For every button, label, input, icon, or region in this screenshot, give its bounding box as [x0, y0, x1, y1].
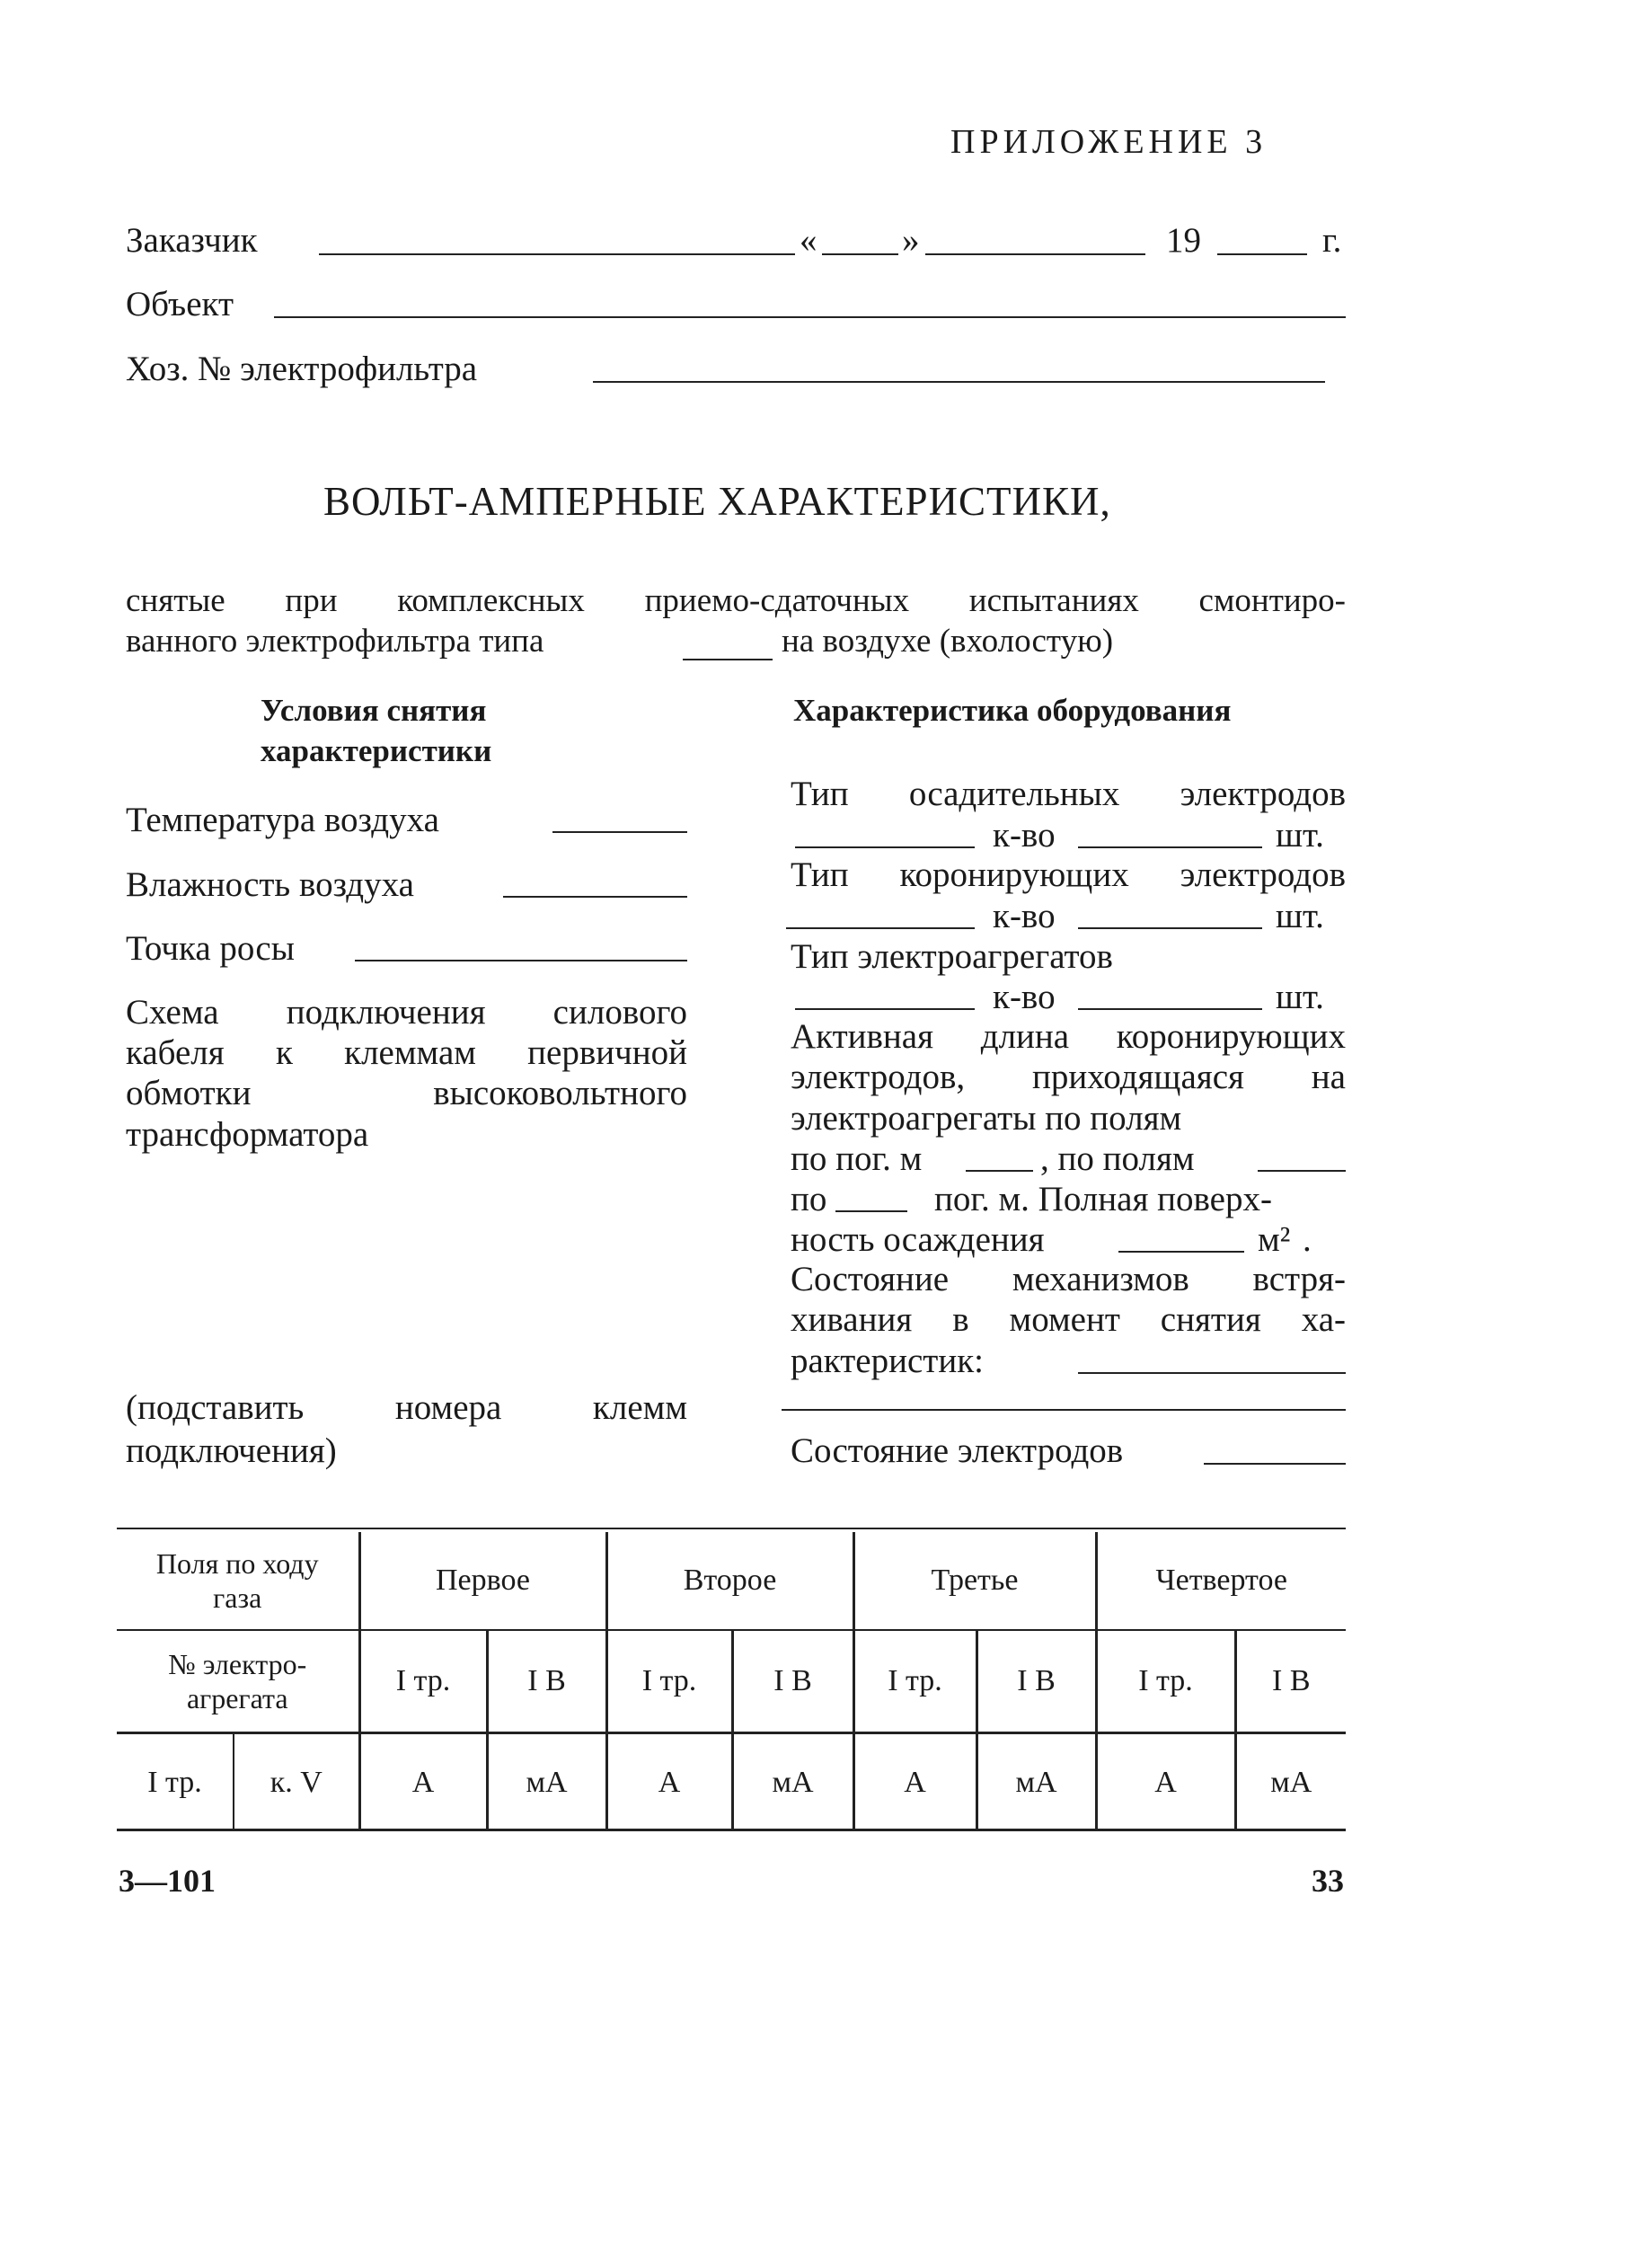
intro-line-2a: ванного электрофильтра типа: [126, 623, 544, 660]
terminals-note-2: подключения): [126, 1431, 337, 1470]
corona-electrodes-type: Тип коронирующих электродов: [791, 855, 1346, 894]
aggregate-label-cell: [117, 1630, 359, 1733]
shaking-state-blank-2: [782, 1409, 1346, 1411]
scheme-line-4: трансформатора: [126, 1115, 369, 1154]
table-top-border: [117, 1528, 1346, 1529]
table-cell: I В: [976, 1630, 1096, 1733]
collecting-electrodes-type: Тип осадительных электродов: [791, 775, 1346, 813]
year-prefix: 19: [1166, 221, 1201, 260]
by-fields-label: , по полям: [1040, 1139, 1195, 1178]
vac-table: [117, 1532, 1346, 1831]
aggregates-type: Тип электроагрегатов: [791, 937, 1113, 976]
scheme-line-3: обмотки высоковольтного: [126, 1074, 687, 1112]
table-cell: I тр.: [1096, 1630, 1235, 1733]
corona-type-blank: [786, 927, 975, 929]
table-cell: А: [853, 1733, 976, 1832]
corona-qty-label: к-во: [993, 897, 1056, 935]
shaking-state-blank-1: [1078, 1372, 1346, 1374]
page-number: 33: [1312, 1863, 1344, 1899]
filter-no-label: Хоз. № электрофильтра: [126, 350, 478, 388]
appendix-label: ПРИЛОЖЕНИЕ 3: [950, 123, 1268, 161]
surface-blank: [1118, 1251, 1244, 1253]
table-cell: мА: [732, 1733, 853, 1832]
corona-qty-blank: [1078, 927, 1262, 929]
table-cell: мА: [1235, 1733, 1346, 1832]
table-cell: I тр.: [359, 1630, 487, 1733]
year-suffix: г.: [1322, 221, 1342, 260]
table-cell: А: [359, 1733, 487, 1832]
surface-line-a: пог. м. Полная поверх-: [934, 1180, 1272, 1218]
table-cell: I В: [732, 1630, 853, 1733]
field-first: Первое: [359, 1532, 606, 1630]
table-cell: I В: [1235, 1630, 1346, 1733]
right-heading: Характеристика оборудования: [793, 693, 1232, 728]
per-meter-blank: [966, 1170, 1033, 1172]
quote-open: «: [800, 221, 817, 260]
per-meter-label: по пог. м: [791, 1139, 923, 1178]
active-length-line-1: Активная длина коронирующих: [791, 1017, 1346, 1056]
field-fourth: Четвертое: [1096, 1532, 1346, 1630]
collecting-qty-label: к-во: [993, 816, 1056, 855]
fields-label: Поля по ходу газа: [155, 1547, 319, 1614]
scheme-line-2: кабеля к клеммам первичной: [126, 1033, 687, 1072]
temperature-blank: [552, 831, 687, 833]
temperature-label: Температура воздуха: [126, 801, 439, 839]
intro-line-1: снятые при комплексных приемо-сдаточных испытаниях смонтиро-: [126, 582, 1346, 619]
table-cell: мА: [487, 1733, 606, 1832]
surface-end: .: [1303, 1220, 1312, 1259]
shaking-state-line-2: хивания в момент снятия ха-: [791, 1300, 1346, 1339]
table-aggregate-row: [117, 1630, 1346, 1733]
table-cell: I тр.: [606, 1630, 732, 1733]
customer-blank: [319, 253, 795, 255]
by-fields-blank: [1258, 1170, 1346, 1172]
aggregates-type-blank: [795, 1008, 975, 1010]
active-length-line-2: электродов, приходящаяся на: [791, 1058, 1346, 1096]
table-units-row: [117, 1733, 1346, 1832]
left-heading-1: Условия снятия: [261, 693, 487, 728]
fields-label-cell: [117, 1532, 359, 1630]
table-cell: I В: [487, 1630, 606, 1733]
day-blank: [822, 253, 898, 255]
surface-label: ность осаждения: [791, 1220, 1045, 1259]
page-title: ВОЛЬТ-АМПЕРНЫЕ ХАРАКТЕРИСТИКИ,: [323, 479, 1111, 524]
table-cell: I тр.: [117, 1733, 234, 1832]
table-cell: А: [1096, 1733, 1235, 1832]
humidity-blank: [503, 896, 687, 898]
intro-line-2b: на воздухе (вхолостую): [782, 623, 1114, 660]
aggregates-qty-blank: [1078, 1008, 1262, 1010]
collecting-qty-blank: [1078, 846, 1262, 848]
table-cell: к. V: [234, 1733, 359, 1832]
footer-code: 3—101: [119, 1863, 216, 1899]
corona-pcs-label: шт.: [1276, 897, 1324, 935]
electrodes-state-blank: [1204, 1463, 1346, 1465]
aggregate-label: № электро-агрегата: [168, 1648, 307, 1714]
dew-point-blank: [355, 960, 687, 961]
active-length-line-3: электроагрегаты по полям: [791, 1099, 1182, 1138]
quote-close: »: [902, 221, 920, 260]
collecting-pcs-label: шт.: [1276, 816, 1324, 855]
filter-no-blank: [593, 381, 1325, 383]
table-cell: мА: [976, 1733, 1096, 1832]
field-third: Третье: [853, 1532, 1096, 1630]
electrodes-state-label: Состояние электродов: [791, 1431, 1124, 1470]
shaking-state-line-1: Состояние механизмов встря-: [791, 1260, 1346, 1298]
field-second: Второе: [606, 1532, 853, 1630]
month-blank: [925, 253, 1145, 255]
filter-type-blank: [683, 659, 773, 660]
aggregates-pcs-label: шт.: [1276, 978, 1324, 1016]
table-cell: А: [606, 1733, 732, 1832]
aggregates-qty-label: к-во: [993, 978, 1056, 1016]
collecting-type-blank: [795, 846, 975, 848]
dew-point-label: Точка росы: [126, 929, 295, 968]
shaking-state-line-3: рактеристик:: [791, 1342, 984, 1380]
surface-unit: м²: [1258, 1220, 1291, 1259]
left-heading-2: характеристики: [261, 733, 492, 768]
per-blank: [835, 1210, 907, 1212]
customer-label: Заказчик: [126, 221, 258, 260]
scheme-line-1: Схема подключения силового: [126, 993, 687, 1032]
terminals-note-1: (подставить номера клемм: [126, 1388, 687, 1427]
table-cell: I тр.: [853, 1630, 976, 1733]
humidity-label: Влажность воздуха: [126, 865, 414, 904]
table-bottom-border: [117, 1829, 1346, 1831]
object-blank: [274, 316, 1346, 318]
year-blank: [1217, 253, 1307, 255]
object-label: Объект: [126, 285, 234, 323]
table-header-row: [117, 1532, 1346, 1630]
per-label: по: [791, 1180, 827, 1218]
